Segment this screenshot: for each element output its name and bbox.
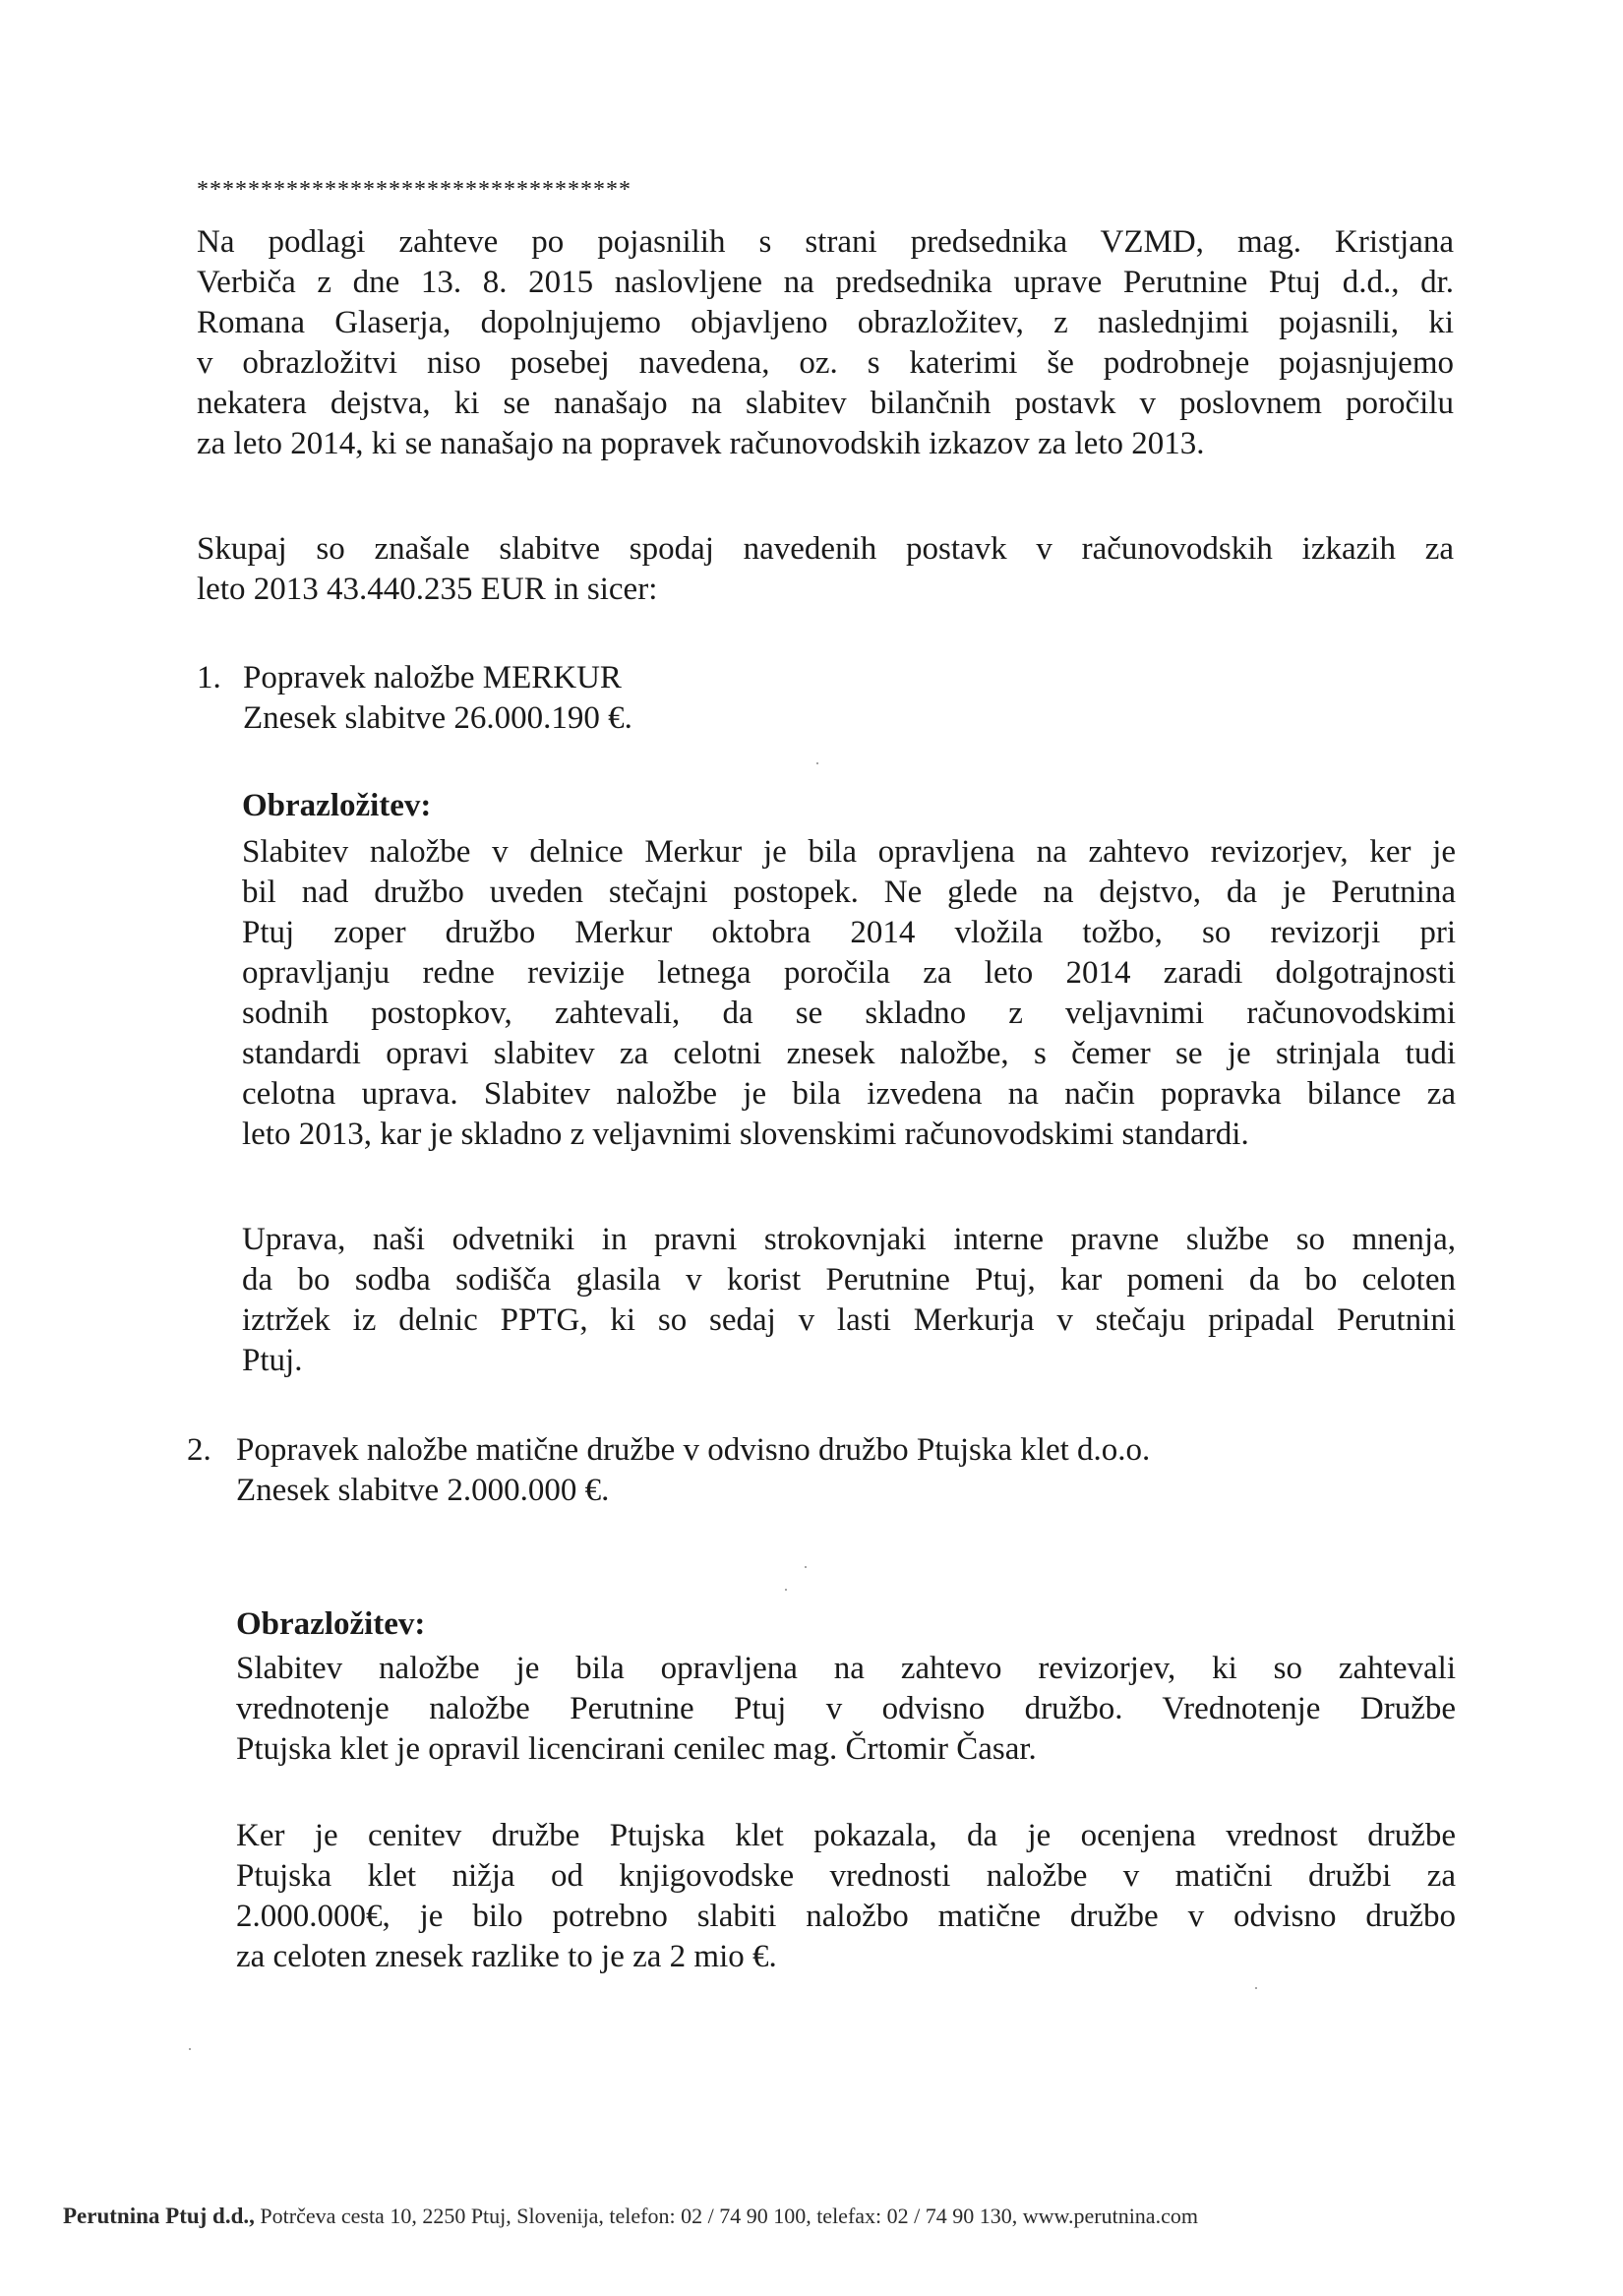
explanation-line: celotna uprava. Slabitev naložbe je bila izvedena na način popravka bilance za: [242, 1076, 1456, 1112]
explanation-heading: Obrazložitev:: [242, 788, 432, 823]
explanation-line: vrednotenje naložbe Perutnine Ptuj v odvisno družbo. Vrednotenje Družbe: [236, 1691, 1456, 1726]
explanation-paragraph: [236, 1816, 1456, 1977]
explanation-line: Ptuj zoper družbo Merkur oktobra 2014 vložila tožbo, so revizorji pri: [242, 915, 1456, 950]
explanation-line: 2.000.000€, je bilo potrebno slabiti naložbo matične družbe v odvisno družbo: [236, 1899, 1456, 1934]
explanation-line: Slabitev naložbe je bila opravljena na zahtevo revizorjev, ki so zahtevali: [236, 1651, 1456, 1686]
intro-line: Verbiča z dne 13. 8. 2015 naslovljene na predsednika uprave Perutnine Ptuj d.d., dr.: [197, 265, 1454, 300]
footer-address: [63, 2204, 1538, 2229]
item-number: 1.: [197, 660, 221, 695]
intro-line: v obrazložitvi niso posebej navedena, oz. s katerimi še podrobneje pojasnjujemo: [197, 345, 1454, 381]
scan-speck: [1255, 1987, 1257, 1989]
footer-details: Potrčeva cesta 10, 2250 Ptuj, Slovenija, telefon: 02 / 74 90 100, telefax: 02 / 74 90 130, www.perutnina.com: [254, 2204, 1198, 2228]
intro-line: Na podlagi zahteve po pojasnilih s strani predsednika VZMD, mag. Kristjana: [197, 224, 1454, 260]
scan-speck: [785, 1589, 787, 1591]
scan-speck: [189, 2048, 191, 2050]
item-title: Popravek naložbe MERKUR: [243, 660, 622, 695]
scan-speck: [805, 1566, 807, 1568]
explanation-line: leto 2013, kar je skladno z veljavnimi slovenskimi računovodskimi standardi.: [242, 1117, 1249, 1152]
intro-line: nekatera dejstva, ki se nanašajo na slabitev bilančnih postavk v poslovnem poročilu: [197, 386, 1454, 421]
scan-speck: [816, 762, 818, 764]
item-amount: Znesek slabitve 26.000.190 €.: [243, 700, 632, 736]
explanation-line: bil nad družbo uveden stečajni postopek. Ne glede na dejstvo, da je Perutnina: [242, 875, 1456, 910]
item-title: Popravek naložbe matične družbe v odvisno družbo Ptujska klet d.o.o.: [236, 1432, 1151, 1468]
explanation-line: Slabitev naložbe v delnice Merkur je bila opravljena na zahtevo revizorjev, ker je: [242, 834, 1456, 870]
explanation-line: standardi opravi slabitev za celotni znesek naložbe, s čemer se je strinjala tudi: [242, 1036, 1456, 1071]
explanation-line: za celoten znesek razlike to je za 2 mio €.: [236, 1939, 777, 1974]
summary-line: leto 2013 43.440.235 EUR in sicer:: [197, 572, 658, 607]
explanation-line: sodnih postopkov, zahtevali, da se skladno z veljavnimi računovodskimi: [242, 996, 1456, 1031]
summary-paragraph: [197, 529, 1454, 610]
explanation-paragraph: [242, 1220, 1456, 1381]
explanation-line: opravljanju redne revizije letnega poročila za leto 2014 zaradi dolgotrajnosti: [242, 955, 1456, 991]
intro-line: za leto 2014, ki se nanašajo na popravek računovodskih izkazov za leto 2013.: [197, 426, 1205, 461]
summary-line: Skupaj so znašale slabitve spodaj navedenih postavk v računovodskih izkazih za: [197, 531, 1454, 567]
explanation-paragraph: [242, 832, 1456, 1155]
explanation-heading: Obrazložitev:: [236, 1606, 426, 1642]
explanation-line: Ptujska klet je opravil licencirani cenilec mag. Črtomir Časar.: [236, 1731, 1037, 1767]
explanation-line: Uprava, naši odvetniki in pravni strokovnjaki interne pravne službe so mnenja,: [242, 1222, 1456, 1257]
explanation-line: Ptujska klet nižja od knjigovodske vrednosti naložbe v matični družbi za: [236, 1858, 1456, 1894]
explanation-line: Ptuj.: [242, 1343, 303, 1378]
intro-paragraph: [197, 222, 1454, 464]
intro-line: Romana Glaserja, dopolnjujemo objavljeno obrazložitev, z naslednjimi pojasnili, ki: [197, 305, 1454, 340]
explanation-line: da bo sodba sodišča glasila v korist Perutnine Ptuj, kar pomeni da bo celoten: [242, 1262, 1456, 1298]
explanation-line: Ker je cenitev družbe Ptujska klet pokazala, da je ocenjena vrednost družbe: [236, 1818, 1456, 1853]
footer-company: Perutnina Ptuj d.d.,: [63, 2204, 255, 2228]
item-number: 2.: [187, 1432, 211, 1468]
separator-line: **********************************: [197, 177, 631, 203]
item-amount: Znesek slabitve 2.000.000 €.: [236, 1473, 610, 1508]
explanation-line: iztržek iz delnic PPTG, ki so sedaj v lasti Merkurja v stečaju pripadal Perutnini: [242, 1302, 1456, 1338]
explanation-paragraph: [236, 1649, 1456, 1770]
